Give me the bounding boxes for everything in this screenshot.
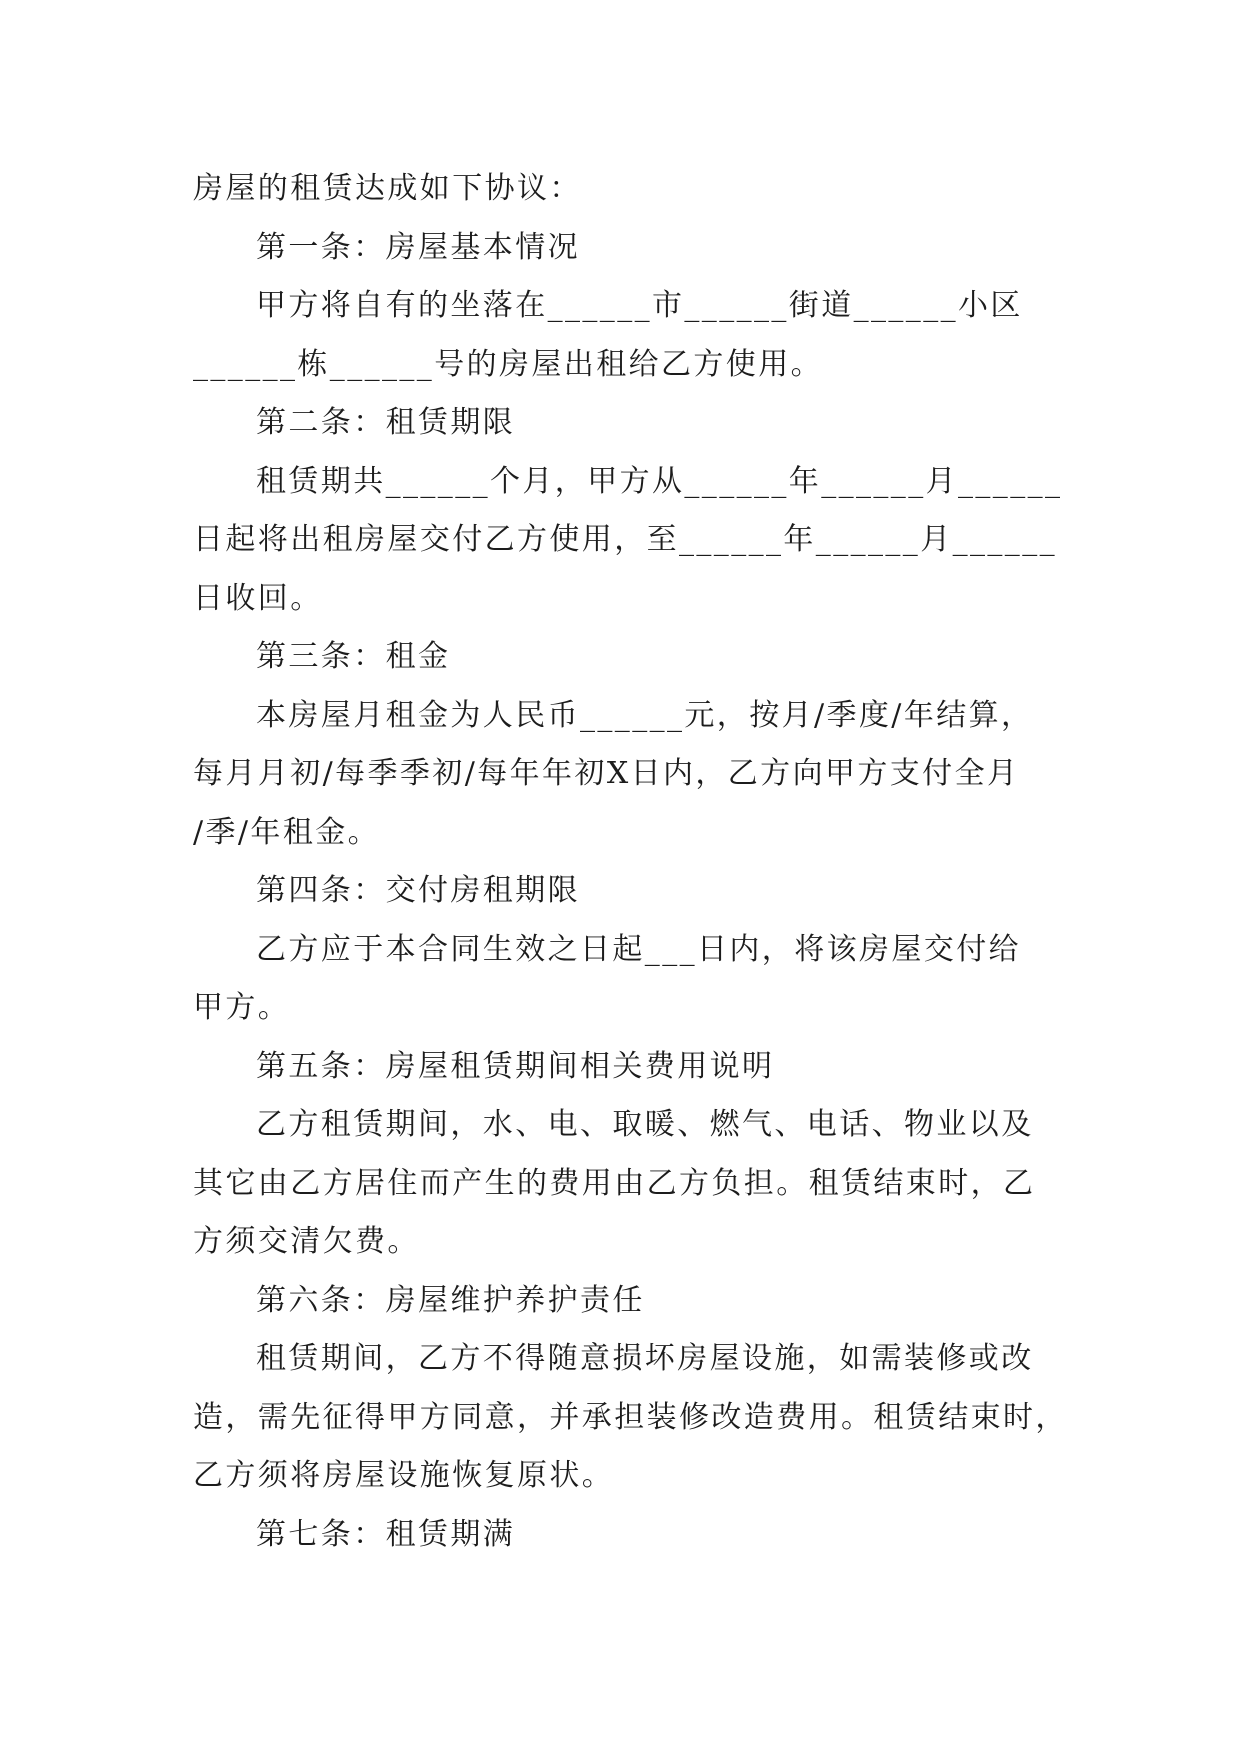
article-7-heading: 第七条：租赁期满	[256, 1516, 516, 1552]
article-3-heading: 第三条：租金	[256, 639, 451, 674]
article-2-text-line: 日收回。	[193, 580, 323, 616]
article-5-text-line: 乙方租赁期间，水、电、取暖、燃气、电话、物业以及	[256, 1107, 1034, 1142]
article-5-heading: 第五条：房屋租赁期间相关费用说明	[256, 1048, 775, 1084]
article-2-text-line: 租赁期共______个月，甲方从______年______月______	[256, 463, 1063, 499]
article-4-text-line: 乙方应于本合同生效之日起___日内，将该房屋交付给	[256, 931, 1021, 967]
article-6-text-line: 乙方须将房屋设施恢复原状。	[193, 1458, 615, 1493]
document-body	[193, 160, 1068, 1564]
article-1-text-line: 甲方将自有的坐落在______市______街道______小区	[256, 288, 1023, 323]
article-4-text-line: 甲方。	[193, 990, 291, 1025]
article-6-text-line: 造，需先征得甲方同意，并承担装修改造费用。租赁结束时，	[193, 1399, 1068, 1435]
article-1-text-line: ______栋______号的房屋出租给乙方使用。	[193, 346, 823, 382]
article-5-text-line: 其它由乙方居住而产生的费用由乙方负担。租赁结束时，乙	[193, 1165, 1036, 1201]
article-3-text-line: /季/年租金。	[193, 814, 381, 850]
article-3-text-line: 本房屋月租金为人民币______元，按月/季度/年结算，	[256, 697, 1034, 733]
article-1-heading: 第一条：房屋基本情况	[256, 229, 580, 265]
article-4-heading: 第四条：交付房租期限	[256, 873, 580, 908]
article-2-text-line: 日起将出租房屋交付乙方使用，至______年______月______	[193, 522, 1057, 557]
article-5-text-line: 方须交清欠费。	[193, 1224, 420, 1259]
intro-line: 房屋的租赁达成如下协议：	[193, 171, 582, 206]
article-6-text-line: 租赁期间，乙方不得随意损坏房屋设施，如需装修或改	[256, 1341, 1034, 1376]
article-2-heading: 第二条：租赁期限	[256, 405, 516, 440]
article-3-text-line: 每月月初/每季季初/每年年初X日内，乙方向甲方支付全月	[193, 756, 1020, 791]
article-6-heading: 第六条：房屋维护养护责任	[256, 1282, 645, 1318]
